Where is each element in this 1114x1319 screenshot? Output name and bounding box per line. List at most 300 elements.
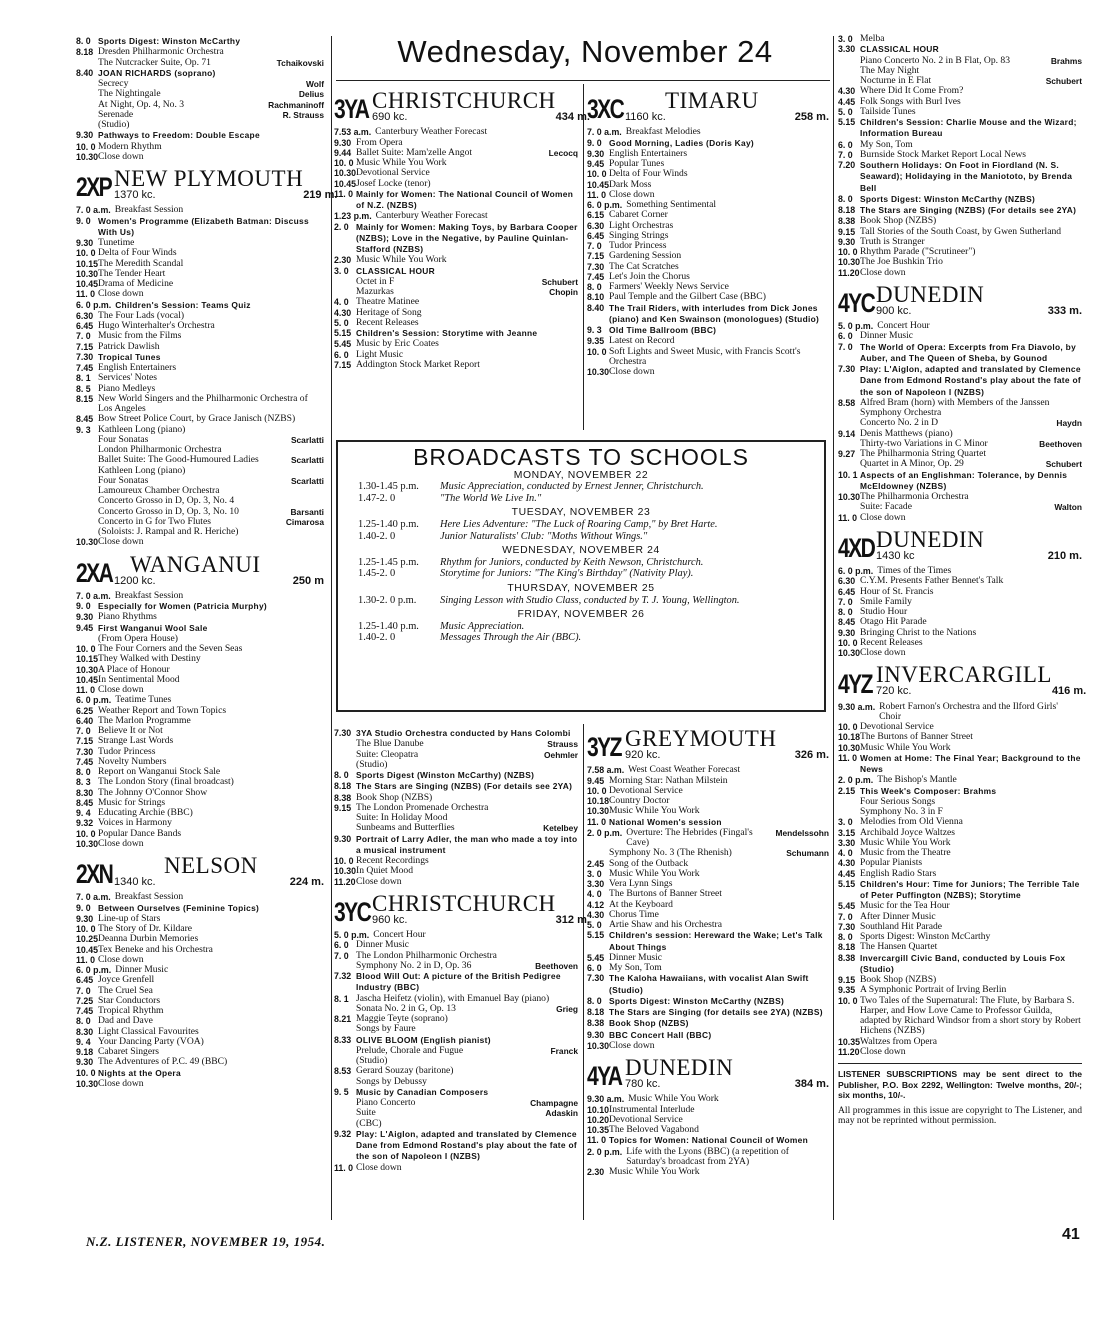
programme-title: My Son, Tom <box>609 962 662 973</box>
station-programme <box>838 702 1082 1058</box>
programme-time: 10. 0 <box>334 856 354 866</box>
station-wavelength: 224 m. <box>289 876 324 888</box>
programme-title: Devotional Service <box>609 784 683 796</box>
programme-time: 6.45 <box>76 321 94 331</box>
programme-time: 2. 0 p.m. <box>587 827 623 838</box>
programme-entry <box>587 963 829 973</box>
schools-day-heading: TUESDAY, NOVEMBER 23 <box>511 507 651 519</box>
programme-time <box>76 435 98 445</box>
programme-entry <box>334 760 578 770</box>
programme-time: 7.30 <box>334 728 352 738</box>
programme-title: Kathleen Long (piano) <box>98 423 186 435</box>
programme-title: Brahms Piano Concerto No. 2 in B Flat, Op. 83 <box>860 54 1082 66</box>
programme-title: Kathleen Long (piano) <box>98 464 186 476</box>
programme-time: 8.18 <box>838 205 856 215</box>
programme-title: Oehmler Suite: Cleopatra <box>356 748 578 760</box>
programme-time: 8.45 <box>76 797 94 808</box>
programme-time: 7. 0 a.m. <box>76 892 111 903</box>
programme-time: 10.30 <box>334 168 357 179</box>
programme-time: 9.30 <box>334 137 352 148</box>
programme-time: 9. 0 <box>587 137 602 148</box>
programme-title: Play: L'Aiglon, adapted and translated by Clemence Dane from Edmond Rostand's play about the fate of the son of Napoleon I (NZBS) <box>356 1128 577 1162</box>
programme-title: Book Shop (NZBS) <box>860 974 937 985</box>
station-programme <box>587 765 829 1051</box>
programme-time: 7. 0 <box>334 950 349 961</box>
programme-time: 10.30 <box>587 806 610 817</box>
programme-time: 3.30 <box>587 879 605 889</box>
schools-item <box>348 557 814 569</box>
programme-time: 2.30 <box>587 1167 605 1177</box>
programme-time: 9.45 <box>76 622 94 633</box>
station-block <box>76 855 324 1089</box>
composer-name: Adaskin <box>545 1108 578 1119</box>
programme-time: 5.15 <box>587 930 605 941</box>
programme-title: Children's Hour: Time for Juniors; The Terrible Tale of Peter Puffington (NZBS); Storytime <box>860 878 1080 900</box>
programme-title: Music While You Work <box>860 836 951 848</box>
programme-entry <box>334 360 578 370</box>
programme-title: Soft Lights and Sweet Music, with Francis Scott's Orchestra <box>609 345 801 367</box>
station-header <box>76 551 324 588</box>
station-name: DUNEDIN <box>625 1055 734 1080</box>
programme-title: Delta of Four Winds <box>609 168 688 180</box>
programme-title: Two Tales of the Supernatural: The Flute, by Barbara S. Harper, and How Love Came to Professor Guilda, adapted by Richard Windsor from a short story by Robert Hichens (NZBS) <box>860 994 1081 1037</box>
composer-name: Brahms <box>1050 55 1082 66</box>
programme-title: Music While You Work <box>860 741 951 753</box>
station-header <box>334 890 590 927</box>
programme-time: 10.30 <box>838 648 861 658</box>
composer-name: Champagne <box>530 1098 578 1108</box>
programme-time: 4.12 <box>587 899 605 910</box>
programme-title: Folk Songs with Burl Ives <box>860 95 961 107</box>
programme-title: Canterbury Weather Forecast <box>375 126 488 138</box>
programme-time: 11. 0 <box>587 189 607 200</box>
programme-entry <box>334 189 578 212</box>
programme-entry <box>838 1047 1082 1057</box>
programme-title: Southland Hit Parade <box>860 920 943 932</box>
programme-title: Light Orchestras <box>609 219 674 231</box>
programme-title: Book Shop (NZBS) <box>860 215 937 227</box>
programme-title: Nights at the Opera <box>98 1067 181 1078</box>
programme-entry <box>334 255 578 265</box>
programme-time: 7.25 <box>76 995 94 1006</box>
programme-title: Smile Family <box>860 595 912 607</box>
station-callsign: 4YC <box>838 288 875 318</box>
station-block-continued <box>76 36 324 162</box>
station-callsign: 4XD <box>838 533 875 563</box>
programme-entry <box>838 470 1082 493</box>
composer-name: Schubert <box>1045 76 1082 86</box>
programme-entry <box>838 996 1082 1037</box>
programme-title: Strange Last Words <box>98 735 174 747</box>
programme-time: 11. 0 <box>838 752 858 763</box>
programme-title: Schumann Symphony No. 3 (The Rhenish) <box>609 847 829 859</box>
programme-title: Music by Eric Coates <box>356 338 439 350</box>
subscription-text: LISTENER SUBSCRIPTIONS may be sent direct to the Publisher, P.O. Box 2292, Wellington: Twelve months, 20/-; six months, 10/-. <box>838 1069 1082 1100</box>
programme-title: Good Morning, Ladies (Doris Kay) <box>609 137 755 148</box>
composer-name: Grieg <box>556 1003 578 1014</box>
programme-time: 8. 0 <box>587 995 602 1006</box>
programme-time: 6. 0 <box>838 331 853 342</box>
programme-time: 7. 0 <box>838 149 853 160</box>
programme-time: 9. 0 <box>76 601 91 611</box>
station-programme <box>76 892 324 1089</box>
programme-title: Rhythm Parade ("Scrutineer") <box>860 246 976 257</box>
schools-description: Storytime for Juniors: "The King's Birthday" (Nativity Play). <box>440 568 694 580</box>
programme-title: Denis Matthews (piano) <box>860 427 953 439</box>
programme-time: 9.18 <box>76 1047 94 1057</box>
schools-time: 1.30-1.45 p.m. <box>358 481 419 493</box>
programme-title: Dinner Music <box>115 964 169 975</box>
programme-title: The Story of Dr. Kildare <box>98 923 193 934</box>
programme-time: 9. 4 <box>76 808 91 818</box>
programme-time <box>76 486 98 496</box>
programme-time: 3. 0 <box>587 868 602 879</box>
programme-title: The Kaloha Hawaiians, with vocalist Alan Swift (Studio) <box>609 973 809 995</box>
programme-title: The World of Opera: Excerpts from Fra Diavolo, by Auber, and The Queen of Sheba, by Gounod <box>860 341 1077 363</box>
programme-title: Jascha Heifetz (violin), with Emanuel Bay (piano) <box>356 992 550 1004</box>
programme-time: 10.25 <box>76 934 99 945</box>
programme-title: (Studio) <box>356 1055 388 1066</box>
programme-title: Tropical Rhythm <box>98 1005 164 1016</box>
programme-entry <box>587 1125 829 1135</box>
programme-title: Aspects of an Englishman: Tolerance, by Dennis McEldowney (NZBS) <box>860 469 1068 491</box>
programme-time: 9. 5 <box>334 1086 349 1097</box>
programme-time: 9.30 <box>76 1057 94 1068</box>
programme-entry <box>334 211 578 221</box>
station-frequency: 1160 kc. <box>625 111 666 123</box>
programme-title: Music While You Work <box>609 867 700 879</box>
station-callsign: 3YA <box>334 94 369 125</box>
programme-title: Something Sentimental <box>626 199 717 210</box>
programme-title: Instrumental Interlude <box>609 1103 695 1115</box>
programme-title: Canterbury Weather Forecast <box>375 210 488 222</box>
programme-time: 11. 0 <box>838 512 858 523</box>
programme-title: Recent Releases <box>356 316 419 328</box>
station-name: DUNEDIN <box>876 281 985 307</box>
composer-name: Delius <box>298 89 324 100</box>
schools-item <box>348 519 814 531</box>
column-rule <box>331 36 332 1220</box>
programme-time: 10.18 <box>838 732 861 743</box>
programme-title: Mainly for Women: The National Council of Women of N.Z. (NZBS) <box>356 188 574 210</box>
programme-time <box>334 1077 356 1087</box>
programme-time <box>334 823 356 833</box>
programme-title: Artie Shaw and his Orchestra <box>609 919 722 930</box>
column-4 <box>838 33 1087 1127</box>
programme-time: 7.53 a.m. <box>334 127 372 138</box>
programme-title: London Philharmonic Orchestra <box>98 444 222 455</box>
programme-title: Drama of Medicine <box>98 278 174 289</box>
schools-item <box>348 621 814 633</box>
programme-title: Morning Star: Nathan Milstein <box>609 774 728 786</box>
programme-title: CLASSICAL HOUR <box>860 44 939 55</box>
composer-name: Scarlatti <box>290 434 324 445</box>
programme-entry <box>838 117 1082 140</box>
composer-name: Tchaikovski <box>276 57 324 68</box>
programme-title: (Studio) <box>356 758 388 770</box>
schools-day-heading: WEDNESDAY, NOVEMBER 24 <box>502 545 660 557</box>
programme-time: 6. 0 p.m. <box>76 965 112 975</box>
station-header <box>838 526 1082 563</box>
programme-time: 8.15 <box>76 393 94 404</box>
station-programme <box>838 321 1082 523</box>
programme-time: 7. 0 a.m. <box>76 205 111 216</box>
programme-time <box>838 459 860 469</box>
programme-time: 7. 0 <box>587 241 602 251</box>
schools-item <box>348 632 814 644</box>
programme-title: Women at Home: The Final Year; Background to the News <box>860 752 1081 774</box>
station-name: DUNEDIN <box>876 526 985 552</box>
programme-title: Tropical Tunes <box>98 351 161 362</box>
station-programme <box>587 127 829 377</box>
programme-title: The Stars are Singing (NZBS) (For details see 2YA) <box>356 781 573 792</box>
programme-time: 5.45 <box>334 339 352 350</box>
composer-name: Barsanti <box>290 506 324 517</box>
programme-title: Close down <box>609 366 655 377</box>
programme-time: 7. 0 <box>838 596 853 607</box>
programme-time <box>76 79 98 89</box>
programme-entry <box>334 1129 578 1163</box>
programme-title: Book Shop (NZBS) <box>356 791 433 803</box>
station-frequency: 920 kc. <box>625 749 661 761</box>
programme-title: Sports Digest (Winston McCarthy) (NZBS) <box>356 770 535 780</box>
programme-time: 2.45 <box>587 858 605 869</box>
schools-day-heading: MONDAY, NOVEMBER 22 <box>513 469 649 481</box>
programme-time <box>334 1046 356 1056</box>
programme-title: Melba <box>860 33 885 44</box>
programme-entry <box>587 1147 829 1168</box>
programme-title: Book Shop (NZBS) <box>609 1018 689 1029</box>
programme-entry <box>587 1041 829 1051</box>
composer-name: Rachmaninoff <box>268 99 324 110</box>
schools-description: Messages Through the Air (BBC). <box>440 632 582 644</box>
programme-time: 7.45 <box>587 271 605 282</box>
programme-title: The Marlon Programme <box>98 714 191 726</box>
programme-time <box>334 1056 356 1066</box>
programme-time: 8. 0 <box>838 193 853 204</box>
programme-time <box>76 507 98 517</box>
station-header <box>587 726 829 763</box>
programme-time: 4.30 <box>838 858 856 869</box>
programme-time: 7.30 <box>838 921 856 932</box>
programme-title: Sports Digest: Winston McCarthy <box>860 931 991 942</box>
programme-time: 10. 0 <box>587 169 607 180</box>
programme-title: English Entertainers <box>98 362 177 373</box>
programme-time: 10. 0 <box>76 248 96 259</box>
programme-title: Music from the Films <box>98 330 182 342</box>
programme-time <box>838 76 860 86</box>
programme-entry <box>334 834 578 857</box>
programme-title: Children's Session: Charlie Mouse and the Wizard; Information Bureau <box>860 117 1077 139</box>
programme-title: The London Philharmonic Orchestra <box>356 949 497 961</box>
programme-title: Dinner Music <box>356 939 410 951</box>
programme-time: 9.45 <box>587 159 605 169</box>
programme-time: 8.30 <box>76 787 94 798</box>
programme-time: 10.30 <box>76 838 99 849</box>
programme-entry <box>334 877 578 887</box>
composer-name: Haydn <box>1056 418 1082 429</box>
programme-time: 7. 0 <box>838 911 853 922</box>
programme-time: 6. 0 <box>838 139 853 150</box>
programme-title: Believe It or Not <box>98 725 163 736</box>
schools-days <box>348 470 814 644</box>
programme-title: Life with the Lyons (BBC) (a repetition of Saturday's broadcast from 2YA) <box>626 1145 789 1167</box>
programme-title: Maggie Teyte (soprano) <box>356 1013 448 1024</box>
programme-time: 7.32 <box>334 971 352 981</box>
programme-time: 8.18 <box>587 1007 605 1017</box>
schools-day-heading: FRIDAY, NOVEMBER 26 <box>517 609 645 621</box>
programme-entry <box>76 394 324 415</box>
programme-title: Wolf Secrecy <box>98 78 324 89</box>
programme-title: Schubert Nocturne in E Flat <box>860 75 1082 86</box>
programme-title: Tchaikovski The Nutcracker Suite, Op. 71 <box>98 56 324 68</box>
programme-title: Tall Stories of the South Coast, by Gwen Sutherland <box>860 225 1062 237</box>
programme-entry <box>76 537 324 547</box>
programme-time: 6.30 <box>76 310 94 321</box>
station-header <box>587 1055 829 1092</box>
station-name: INVERCARGILL <box>876 662 1052 688</box>
programme-time: 9.30 <box>76 612 94 623</box>
programme-time: 8.40 <box>587 302 605 313</box>
programme-time: 7.30 <box>587 973 605 984</box>
programme-time: 9.44 <box>334 147 352 158</box>
programme-time: 6. 0 p.m. <box>838 566 874 576</box>
programme-title: Close down <box>860 511 906 523</box>
station-block <box>76 166 338 548</box>
programme-title: JOAN RICHARDS (soprano) <box>98 67 216 78</box>
programme-time: 7. 0 <box>76 726 91 736</box>
programme-title: Delius The Nightingale <box>98 88 324 100</box>
programme-entry <box>587 920 829 930</box>
programme-time <box>334 287 356 297</box>
programme-title: Delta of Four Winds <box>98 247 177 259</box>
composer-name: Schubert <box>541 276 578 287</box>
programme-title: The London Story (final broadcast) <box>98 776 234 788</box>
programme-time <box>334 813 356 823</box>
programme-title: Barsanti Concerto Grosso in D, Op. 3, No. 10 <box>98 505 324 517</box>
station-name: NEW PLYMOUTH <box>114 166 304 191</box>
programme-time: 4. 0 <box>587 889 602 900</box>
programme-title: Breakfast Melodies <box>625 126 701 138</box>
programme-time: 4.45 <box>838 96 856 107</box>
programme-time: 8.53 <box>334 1066 352 1077</box>
station-wavelength: 384 m. <box>794 1078 829 1090</box>
programme-time: 9.30 a.m. <box>587 1094 625 1105</box>
programme-time: 6.15 <box>587 210 605 221</box>
station-header <box>76 853 324 890</box>
station-header <box>587 88 829 125</box>
programme-title: Close down <box>98 150 144 162</box>
programme-title: Teatime Tunes <box>115 694 172 706</box>
programme-title: Sports Digest: Winston McCarthy <box>98 36 241 46</box>
programme-title: Breakfast Session <box>114 891 184 903</box>
programme-time: 7.58 a.m. <box>587 765 625 776</box>
programme-title: English Entertainers <box>609 147 688 159</box>
station-frequency: 960 kc. <box>372 913 408 926</box>
programme-title: Devotional Service <box>860 721 934 732</box>
programme-entry <box>838 953 1082 976</box>
programme-time: 7.15 <box>76 341 94 352</box>
programme-time: 4.30 <box>334 307 352 318</box>
programme-title: C.Y.M. Presents Father Bennet's Talk <box>860 575 1004 587</box>
schools-description: Singing Lesson with Studio Class, conducted by T. J. Young, Wellington. <box>440 594 740 606</box>
programme-time <box>76 634 98 644</box>
composer-name: Scarlatti <box>290 455 324 466</box>
composer-name: Beethoven <box>535 960 578 971</box>
programme-time: 7.30 <box>587 261 605 272</box>
programme-title: Old Time Ballroom (BBC) <box>609 325 717 335</box>
programme-time <box>587 848 609 858</box>
programme-time: 10.20 <box>587 1114 610 1125</box>
programme-time: 3. 0 <box>838 34 853 44</box>
programme-time: 7.30 <box>76 746 94 757</box>
programme-title: Close down <box>98 1077 144 1089</box>
programme-title: Piano Rhythms <box>98 611 157 623</box>
programme-time: 10.35 <box>587 1125 610 1135</box>
programme-time: 10.30 <box>838 742 861 753</box>
programme-title: Piano Medleys <box>98 382 156 394</box>
programme-time: 8.38 <box>838 952 856 963</box>
programme-title: Walton Suite: Facade <box>860 501 1082 513</box>
station-wavelength: 210 m. <box>1047 549 1082 562</box>
programme-title: Popular Tunes <box>609 158 665 169</box>
station-name: TIMARU <box>665 88 759 113</box>
programme-title: Vera Lynn Sings <box>609 878 673 889</box>
station-callsign: 4YZ <box>838 668 872 699</box>
programme-title: New World Singers and the Philharmonic Orchestra of Los Angeles <box>98 392 308 414</box>
programme-time: 7.15 <box>587 251 605 262</box>
programme-entry <box>838 513 1082 523</box>
programme-title: Breakfast Session <box>114 204 184 216</box>
programme-time: 3.30 <box>838 44 856 55</box>
programme-title: Country Doctor <box>609 795 670 806</box>
programme-title: Blood Will Out: A picture of the British Pedigree Industry (BBC) <box>356 971 561 993</box>
programme-time: 10.30 <box>587 367 610 377</box>
programme-time: 8. 0 <box>76 36 91 46</box>
programme-entry <box>76 58 324 68</box>
programme-title: (CBC) <box>356 1117 382 1129</box>
programme-time: 11. 0 <box>334 1162 354 1173</box>
programme-entry <box>334 1119 578 1129</box>
programme-time: 6. 0 p.m. <box>76 695 112 706</box>
programme-time: 11. 0 <box>334 188 354 199</box>
programme-time <box>838 797 860 807</box>
programme-time: 11.20 <box>838 267 860 278</box>
programme-title: Latest on Record <box>609 335 675 347</box>
programme-title: Schubert Quartet in A Minor, Op. 29 <box>860 458 1082 470</box>
programme-title: A Place of Honour <box>98 663 170 675</box>
programme-title: Music While You Work <box>628 1093 719 1105</box>
composer-name: Beethoven <box>1039 438 1082 449</box>
schools-item <box>348 493 814 505</box>
programme-entry <box>838 194 1082 205</box>
programme-title: Close down <box>860 266 906 278</box>
programme-time <box>334 1119 356 1129</box>
programme-title: Invercargill Civic Band, conducted by Louis Fox (Studio) <box>860 952 1066 974</box>
composer-name: Mendelssohn <box>775 827 829 838</box>
schools-time: 1.40-2. 0 <box>358 530 396 542</box>
programme-time: 7. 0 <box>838 341 853 352</box>
programme-time: 7.45 <box>76 756 94 767</box>
programme-title: The Tender Heart <box>98 267 166 279</box>
programme-title: Concerto Grosso in D, Op. 3, No. 4 <box>98 495 235 507</box>
programme-time: 8.21 <box>334 1014 352 1024</box>
programme-time: 10. 0 <box>76 924 96 934</box>
programme-time: 9.15 <box>334 802 352 813</box>
programme-title: Voices in Harmony <box>98 817 172 829</box>
programme-title: Tex Beneke and his Orchestra <box>98 943 213 955</box>
programme-title: Children's Session: Teams Quiz <box>115 299 251 310</box>
